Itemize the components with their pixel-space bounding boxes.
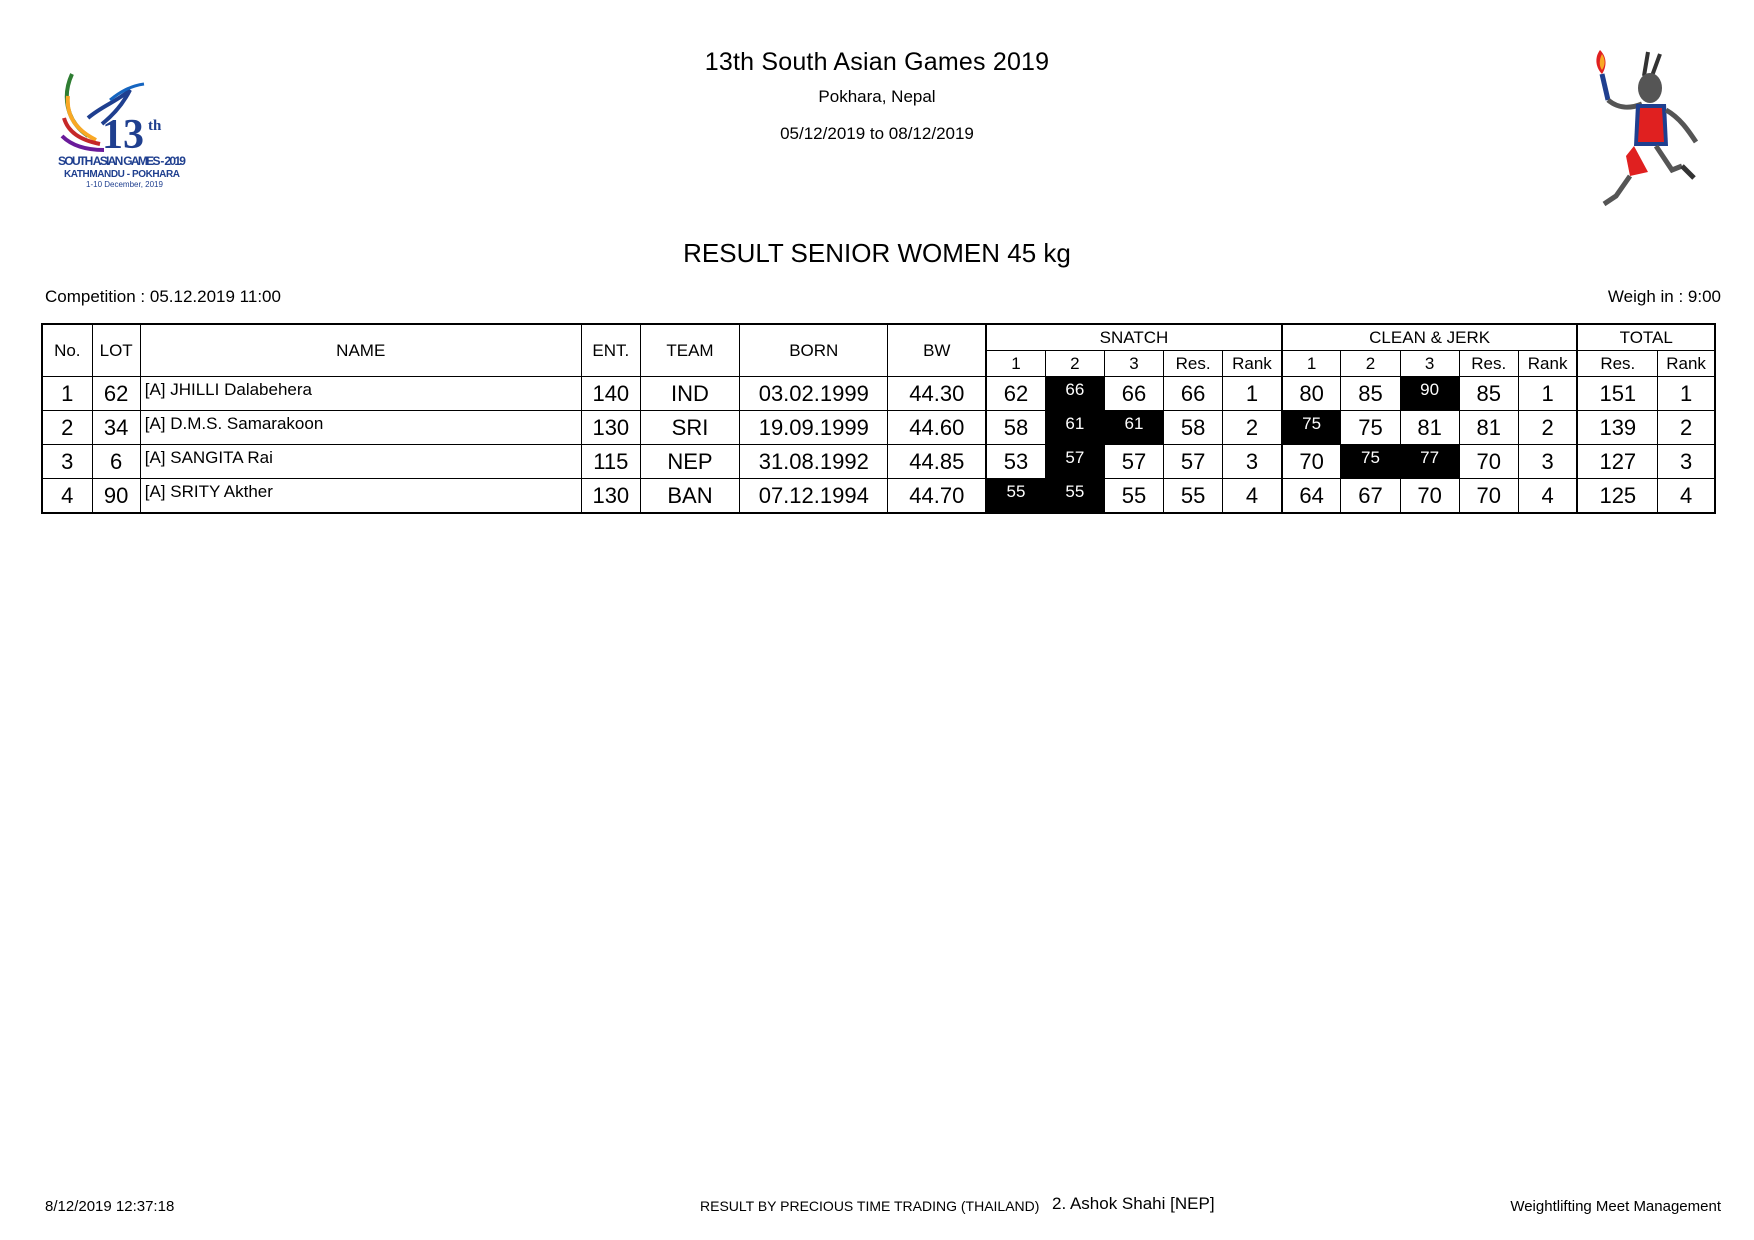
cell-snatch-attempt-2: 57 — [1045, 445, 1104, 479]
cell-snatch-res: 57 — [1164, 445, 1223, 479]
cell-snatch-res: 55 — [1164, 479, 1223, 514]
col-cj-2: 2 — [1341, 351, 1400, 377]
cell-cj-res: 81 — [1459, 411, 1518, 445]
cell-snatch-attempt-3: 66 — [1104, 377, 1163, 411]
cell-cj-rank: 3 — [1518, 445, 1577, 479]
cell-total-rank: 3 — [1658, 445, 1715, 479]
cell-snatch-rank: 2 — [1223, 411, 1282, 445]
col-lot: LOT — [92, 324, 140, 377]
col-born: BORN — [740, 324, 888, 377]
cell-snatch-res: 66 — [1164, 377, 1223, 411]
cell-snatch-attempt-3: 57 — [1104, 445, 1163, 479]
cell-snatch-attempt-3: 55 — [1104, 479, 1163, 514]
cell-snatch-rank: 3 — [1223, 445, 1282, 479]
cell-no: 1 — [42, 377, 92, 411]
cell-cj-attempt-1: 75 — [1282, 411, 1341, 445]
col-bw: BW — [888, 324, 986, 377]
cell-cj-res: 70 — [1459, 445, 1518, 479]
col-group-total: TOTAL — [1577, 324, 1715, 351]
cell-ent: 130 — [581, 479, 640, 514]
cell-cj-attempt-2: 85 — [1341, 377, 1400, 411]
cell-team: IND — [640, 377, 739, 411]
cell-name: [A] SANGITA Rai — [140, 445, 581, 479]
cell-cj-attempt-2: 75 — [1341, 411, 1400, 445]
col-snatch-res: Res. — [1164, 351, 1223, 377]
cell-bw: 44.70 — [888, 479, 986, 514]
cell-no: 3 — [42, 445, 92, 479]
cell-ent: 115 — [581, 445, 640, 479]
col-cj-rank: Rank — [1518, 351, 1577, 377]
event-title: 13th South Asian Games 2019 — [704, 48, 1050, 76]
col-no: No. — [42, 324, 92, 377]
logo-line3: 1-10 December, 2019 — [86, 180, 163, 189]
logo-number: 13 — [102, 112, 144, 158]
event-location: Pokhara, Nepal — [818, 87, 936, 106]
cell-total-res: 125 — [1577, 479, 1657, 514]
cell-cj-attempt-2: 67 — [1341, 479, 1400, 514]
cell-snatch-res: 58 — [1164, 411, 1223, 445]
cell-bw: 44.30 — [888, 377, 986, 411]
col-cj-3: 3 — [1400, 351, 1459, 377]
cell-cj-attempt-1: 80 — [1282, 377, 1341, 411]
cell-lot: 6 — [92, 445, 140, 479]
cell-bw: 44.85 — [888, 445, 986, 479]
cell-cj-res: 70 — [1459, 479, 1518, 514]
cell-cj-attempt-2: 75 — [1341, 445, 1400, 479]
col-ent: ENT. — [581, 324, 640, 377]
cell-snatch-attempt-1: 55 — [986, 479, 1045, 514]
table-row — [42, 411, 1715, 445]
cell-no: 4 — [42, 479, 92, 514]
competition-time: Competition : 05.12.2019 11:00 — [45, 287, 281, 306]
cell-cj-attempt-1: 64 — [1282, 479, 1341, 514]
cell-ent: 130 — [581, 411, 640, 445]
cell-ent: 140 — [581, 377, 640, 411]
cell-cj-res: 85 — [1459, 377, 1518, 411]
cell-snatch-attempt-3: 61 — [1104, 411, 1163, 445]
cell-total-rank: 4 — [1658, 479, 1715, 514]
col-snatch-rank: Rank — [1223, 351, 1282, 377]
results-table — [41, 323, 1716, 514]
logo-suffix: th — [148, 118, 162, 134]
cell-cj-rank: 2 — [1518, 411, 1577, 445]
table-row — [42, 445, 1715, 479]
col-name: NAME — [140, 324, 581, 377]
cell-name: [A] SRITY Akther — [140, 479, 581, 514]
cell-snatch-attempt-2: 55 — [1045, 479, 1104, 514]
cell-born: 07.12.1994 — [740, 479, 888, 514]
col-total-rank: Rank — [1658, 351, 1715, 377]
logo-line1: SOUTH ASIAN GAMES - 2019 — [58, 154, 186, 168]
col-total-res: Res. — [1577, 351, 1657, 377]
cell-cj-rank: 4 — [1518, 479, 1577, 514]
cell-cj-attempt-1: 70 — [1282, 445, 1341, 479]
cell-snatch-attempt-2: 66 — [1045, 377, 1104, 411]
cell-snatch-attempt-1: 62 — [986, 377, 1045, 411]
cell-born: 19.09.1999 — [740, 411, 888, 445]
cell-snatch-attempt-1: 58 — [986, 411, 1045, 445]
cell-total-rank: 2 — [1658, 411, 1715, 445]
col-snatch-3: 3 — [1104, 351, 1163, 377]
cell-snatch-attempt-1: 53 — [986, 445, 1045, 479]
weigh-in-time: Weigh in : 9:00 — [1607, 287, 1721, 306]
cell-lot: 90 — [92, 479, 140, 514]
cell-snatch-rank: 1 — [1223, 377, 1282, 411]
cell-team: SRI — [640, 411, 739, 445]
cell-born: 03.02.1999 — [740, 377, 888, 411]
cell-total-res: 139 — [1577, 411, 1657, 445]
mascot-torch-bearer-icon — [1586, 46, 1704, 211]
cell-cj-attempt-3: 77 — [1400, 445, 1459, 479]
cell-no: 2 — [42, 411, 92, 445]
cell-team: NEP — [640, 445, 739, 479]
cell-name: [A] JHILLI Dalabehera — [140, 377, 581, 411]
logo-line2: KATHMANDU - POKHARA — [64, 169, 180, 180]
col-group-clean-jerk: CLEAN & JERK — [1282, 324, 1578, 351]
table-row — [42, 479, 1715, 514]
table-row — [42, 377, 1715, 411]
footer-official: 2. Ashok Shahi [NEP] — [1052, 1194, 1215, 1213]
col-cj-res: Res. — [1459, 351, 1518, 377]
cell-cj-attempt-3: 90 — [1400, 377, 1459, 411]
cell-snatch-rank: 4 — [1223, 479, 1282, 514]
footer-result-by: RESULT BY PRECIOUS TIME TRADING (THAILAND) — [700, 1198, 1040, 1214]
col-cj-1: 1 — [1282, 351, 1341, 377]
footer-print-date: 8/12/2019 12:37:18 — [45, 1198, 175, 1215]
col-group-snatch: SNATCH — [986, 324, 1282, 351]
cell-total-res: 127 — [1577, 445, 1657, 479]
cell-cj-attempt-3: 81 — [1400, 411, 1459, 445]
cell-cj-rank: 1 — [1518, 377, 1577, 411]
cell-name: [A] D.M.S. Samarakoon — [140, 411, 581, 445]
cell-total-res: 151 — [1577, 377, 1657, 411]
cell-bw: 44.60 — [888, 411, 986, 445]
col-snatch-1: 1 — [986, 351, 1045, 377]
cell-lot: 62 — [92, 377, 140, 411]
col-team: TEAM — [640, 324, 739, 377]
result-title: RESULT SENIOR WOMEN 45 kg — [683, 238, 1071, 268]
event-dates: 05/12/2019 to 08/12/2019 — [780, 124, 974, 143]
cell-total-rank: 1 — [1658, 377, 1715, 411]
footer-software: Weightlifting Meet Management — [1510, 1198, 1721, 1215]
cell-cj-attempt-3: 70 — [1400, 479, 1459, 514]
cell-born: 31.08.1992 — [740, 445, 888, 479]
cell-snatch-attempt-2: 61 — [1045, 411, 1104, 445]
col-snatch-2: 2 — [1045, 351, 1104, 377]
cell-lot: 34 — [92, 411, 140, 445]
cell-team: BAN — [640, 479, 739, 514]
